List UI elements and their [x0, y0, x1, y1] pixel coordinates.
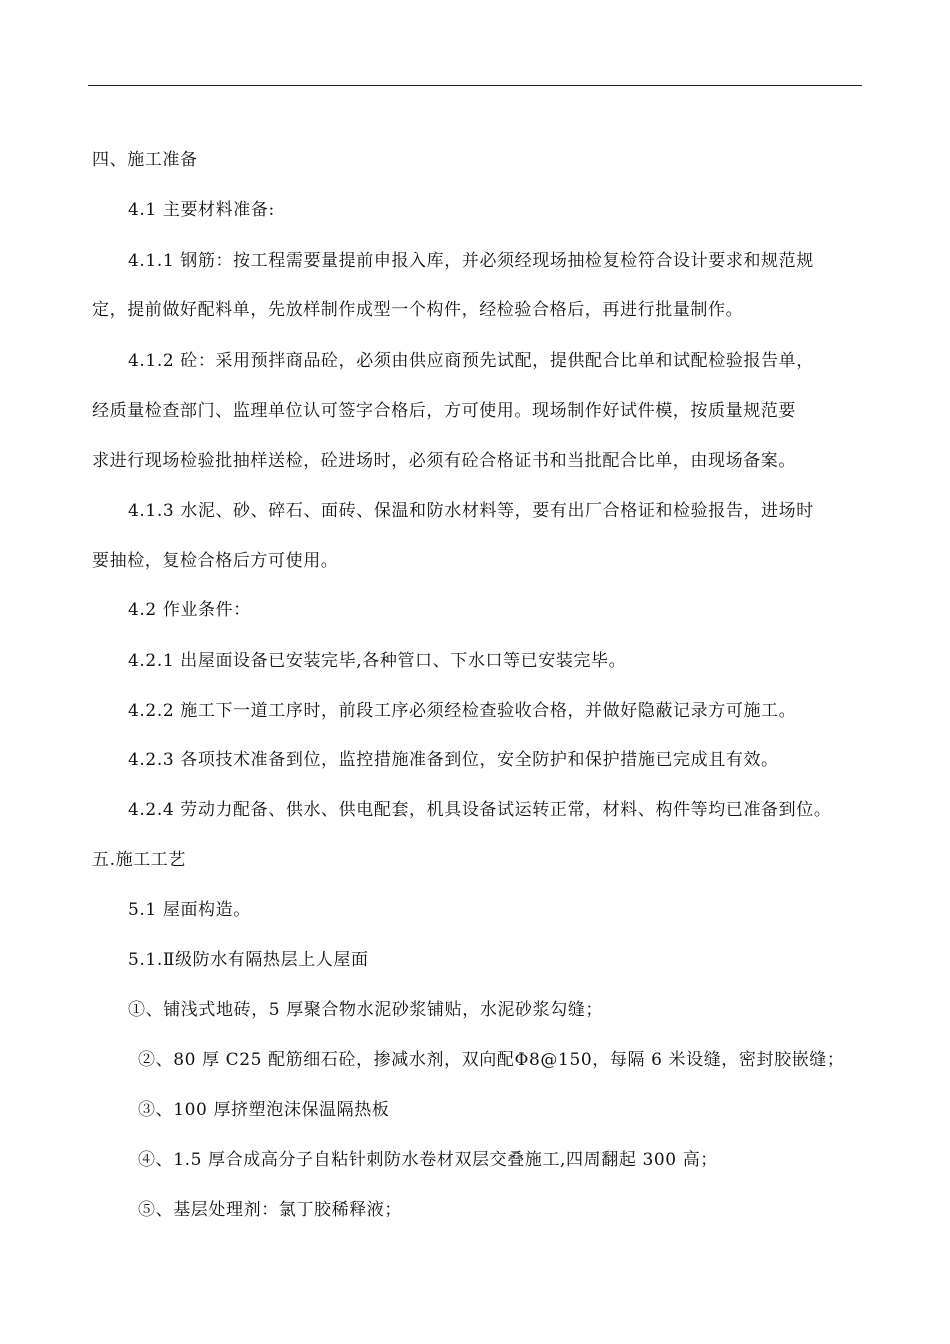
subheading-4-1: 4.1 主要材料准备:	[128, 200, 275, 220]
layer-item-2: ②、80 厚 C25 配筋细石砼，掺减水剂，双向配Φ8@150，每隔 6 米设缝，密封胶嵌缝；	[138, 1050, 845, 1070]
paragraph-4-2-3: 4.2.3 各项技术准备到位，监控措施准备到位，安全防护和保护措施已完成且有效。	[128, 750, 779, 770]
header-rule	[88, 85, 862, 86]
paragraph-4-2-1: 4.2.1 出屋面设备已安装完毕,各种管口、下水口等已安装完毕。	[128, 651, 627, 671]
subheading-5-1: 5.1 屋面构造。	[128, 900, 251, 920]
paragraph-4-2-2: 4.2.2 施工下一道工序时，前段工序必须经检查验收合格，并做好隐蔽记录方可施工。	[128, 701, 797, 721]
paragraph-4-1-3-line-1: 4.1.3 水泥、砂、碎石、面砖、保温和防水材料等，要有出厂合格证和检验报告，进场时	[128, 501, 814, 521]
paragraph-4-1-1-line-1: 4.1.1 钢筋：按工程需要量提前申报入库，并必须经现场抽检复检符合设计要求和规范规	[128, 251, 814, 271]
layer-item-4: ④、1.5 厚合成高分子自粘针刺防水卷材双层交叠施工,四周翻起 300 高；	[138, 1150, 718, 1170]
paragraph-4-1-1-line-2: 定，提前做好配料单，先放样制作成型一个构件，经检验合格后，再进行批量制作。	[92, 300, 744, 320]
subheading-5-1-roof: 5.1.Ⅱ级防水有隔热层上人屋面	[128, 950, 369, 970]
paragraph-4-1-2-line-3: 求进行现场检验批抽样送检，砼进场时，必须有砼合格证书和当批配合比单，由现场备案。	[92, 451, 796, 471]
paragraph-4-1-2-line-1: 4.1.2 砼：采用预拌商品砼，必须由供应商预先试配，提供配合比单和试配检验报告单，	[128, 351, 814, 371]
section-heading-5: 五.施工工艺	[92, 850, 187, 870]
paragraph-4-1-2-line-2: 经质量检查部门、监理单位认可签字合格后，方可使用。现场制作好试件模，按质量规范要	[92, 401, 796, 421]
section-heading-4: 四、施工准备	[92, 150, 198, 170]
layer-item-1: ①、铺浅式地砖，5 厚聚合物水泥砂浆铺贴，水泥砂浆勾缝；	[128, 1000, 604, 1020]
layer-item-5: ⑤、基层处理剂：氯丁胶稀释液；	[138, 1200, 402, 1220]
paragraph-4-1-3-line-2: 要抽检，复检合格后方可使用。	[92, 551, 339, 571]
subheading-4-2: 4.2 作业条件：	[128, 600, 251, 620]
layer-item-3: ③、100 厚挤塑泡沫保温隔热板	[138, 1100, 390, 1120]
paragraph-4-2-4: 4.2.4 劳动力配备、供水、供电配套，机具设备试运转正常，材料、构件等均已准备到位。	[128, 800, 832, 820]
